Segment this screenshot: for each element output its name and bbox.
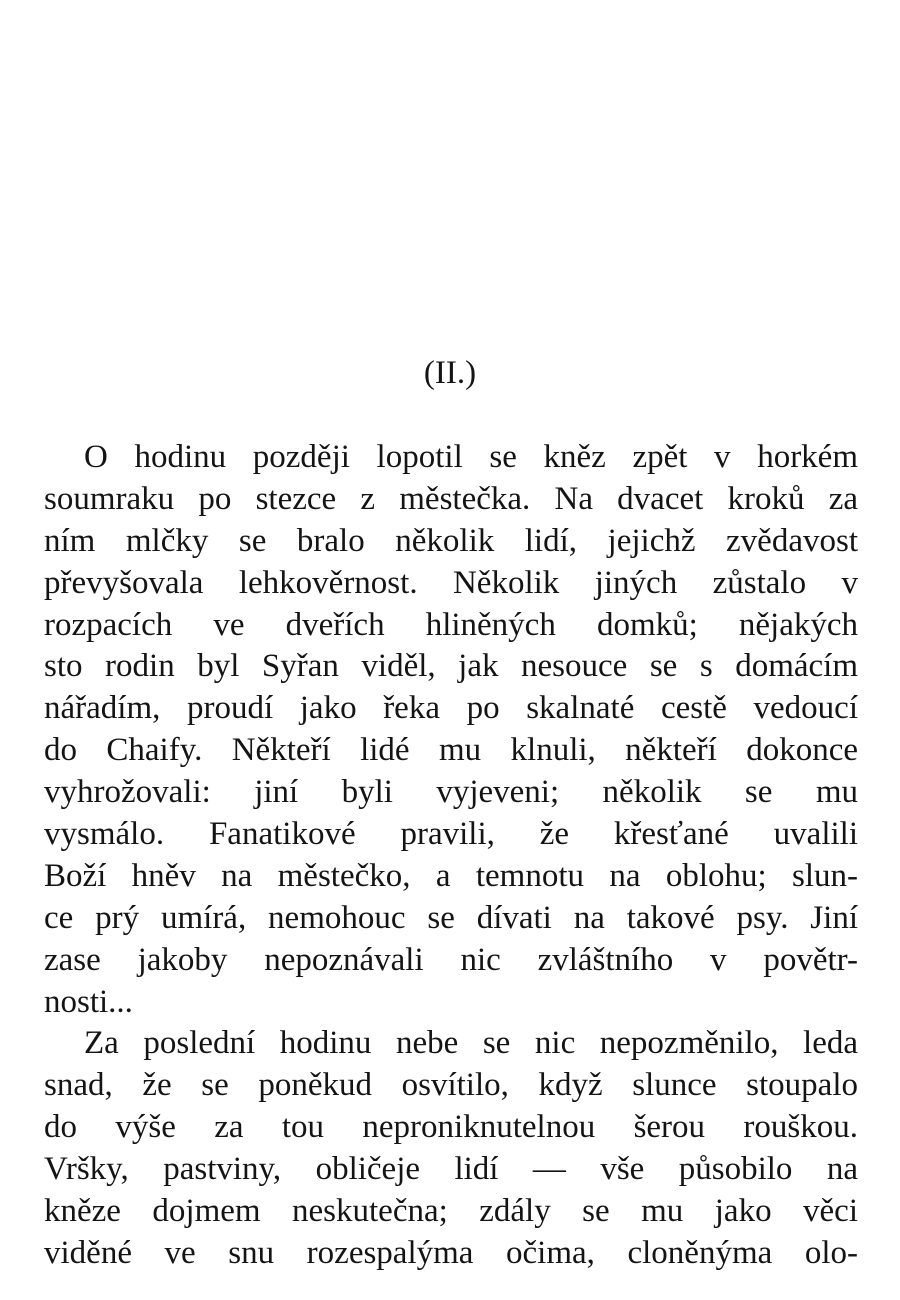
text-line: Boží hněv na městečko, a temnotu na oblohu; slun-: [44, 857, 858, 894]
text-line: vyhrožovali: jiní byli vyjeveni; několik se mu: [44, 774, 858, 811]
text-line: kněze dojmem neskutečna; zdály se mu jako věci: [44, 1193, 858, 1230]
text-line: ce prý umírá, nemohouc se dívati na takové psy. Jiní: [44, 899, 858, 936]
text-line: snad, že se poněkud osvítilo, když slunce stoupalo: [44, 1067, 858, 1104]
text-line: do výše za tou neproniknutelnou šerou rouškou.: [44, 1109, 858, 1146]
text-line: O hodinu později lopotil se kněz zpět v horkém: [84, 439, 858, 475]
body-text: [44, 437, 858, 1275]
chapter-heading: (II.): [423, 355, 477, 391]
text-line: Za poslední hodinu nebe se nic nepozměnilo, leda: [84, 1025, 858, 1062]
text-line: nářadím, proudí jako řeka po skalnaté cestě vedoucí: [44, 690, 858, 727]
text-line: do Chaify. Někteří lidé mu klnuli, někteří dokonce: [44, 732, 858, 769]
text-line: viděné ve snu rozespalýma očima, cloněnýma olo-: [44, 1234, 858, 1271]
text-line: vysmálo. Fanatikové pravili, že křesťané uvalili: [44, 816, 858, 853]
text-line: zase jakoby nepoznávali nic zvláštního v povětr-: [44, 941, 858, 978]
text-line: rozpacích ve dveřích hliněných domků; nějakých: [44, 606, 858, 643]
text-line: ním mlčky se bralo několik lidí, jejichž zvědavost: [44, 522, 858, 559]
text-line: Vršky, pastviny, obličeje lidí — vše působilo na: [44, 1151, 858, 1188]
text-line: sto rodin byl Syřan viděl, jak nesouce se s domácím: [44, 648, 858, 685]
text-line: převyšovala lehkověrnost. Několik jiných zůstalo v: [44, 564, 858, 601]
text-line: soumraku po stezce z městečka. Na dvacet kroků za: [44, 480, 858, 517]
text-line: nosti...: [44, 983, 133, 1020]
